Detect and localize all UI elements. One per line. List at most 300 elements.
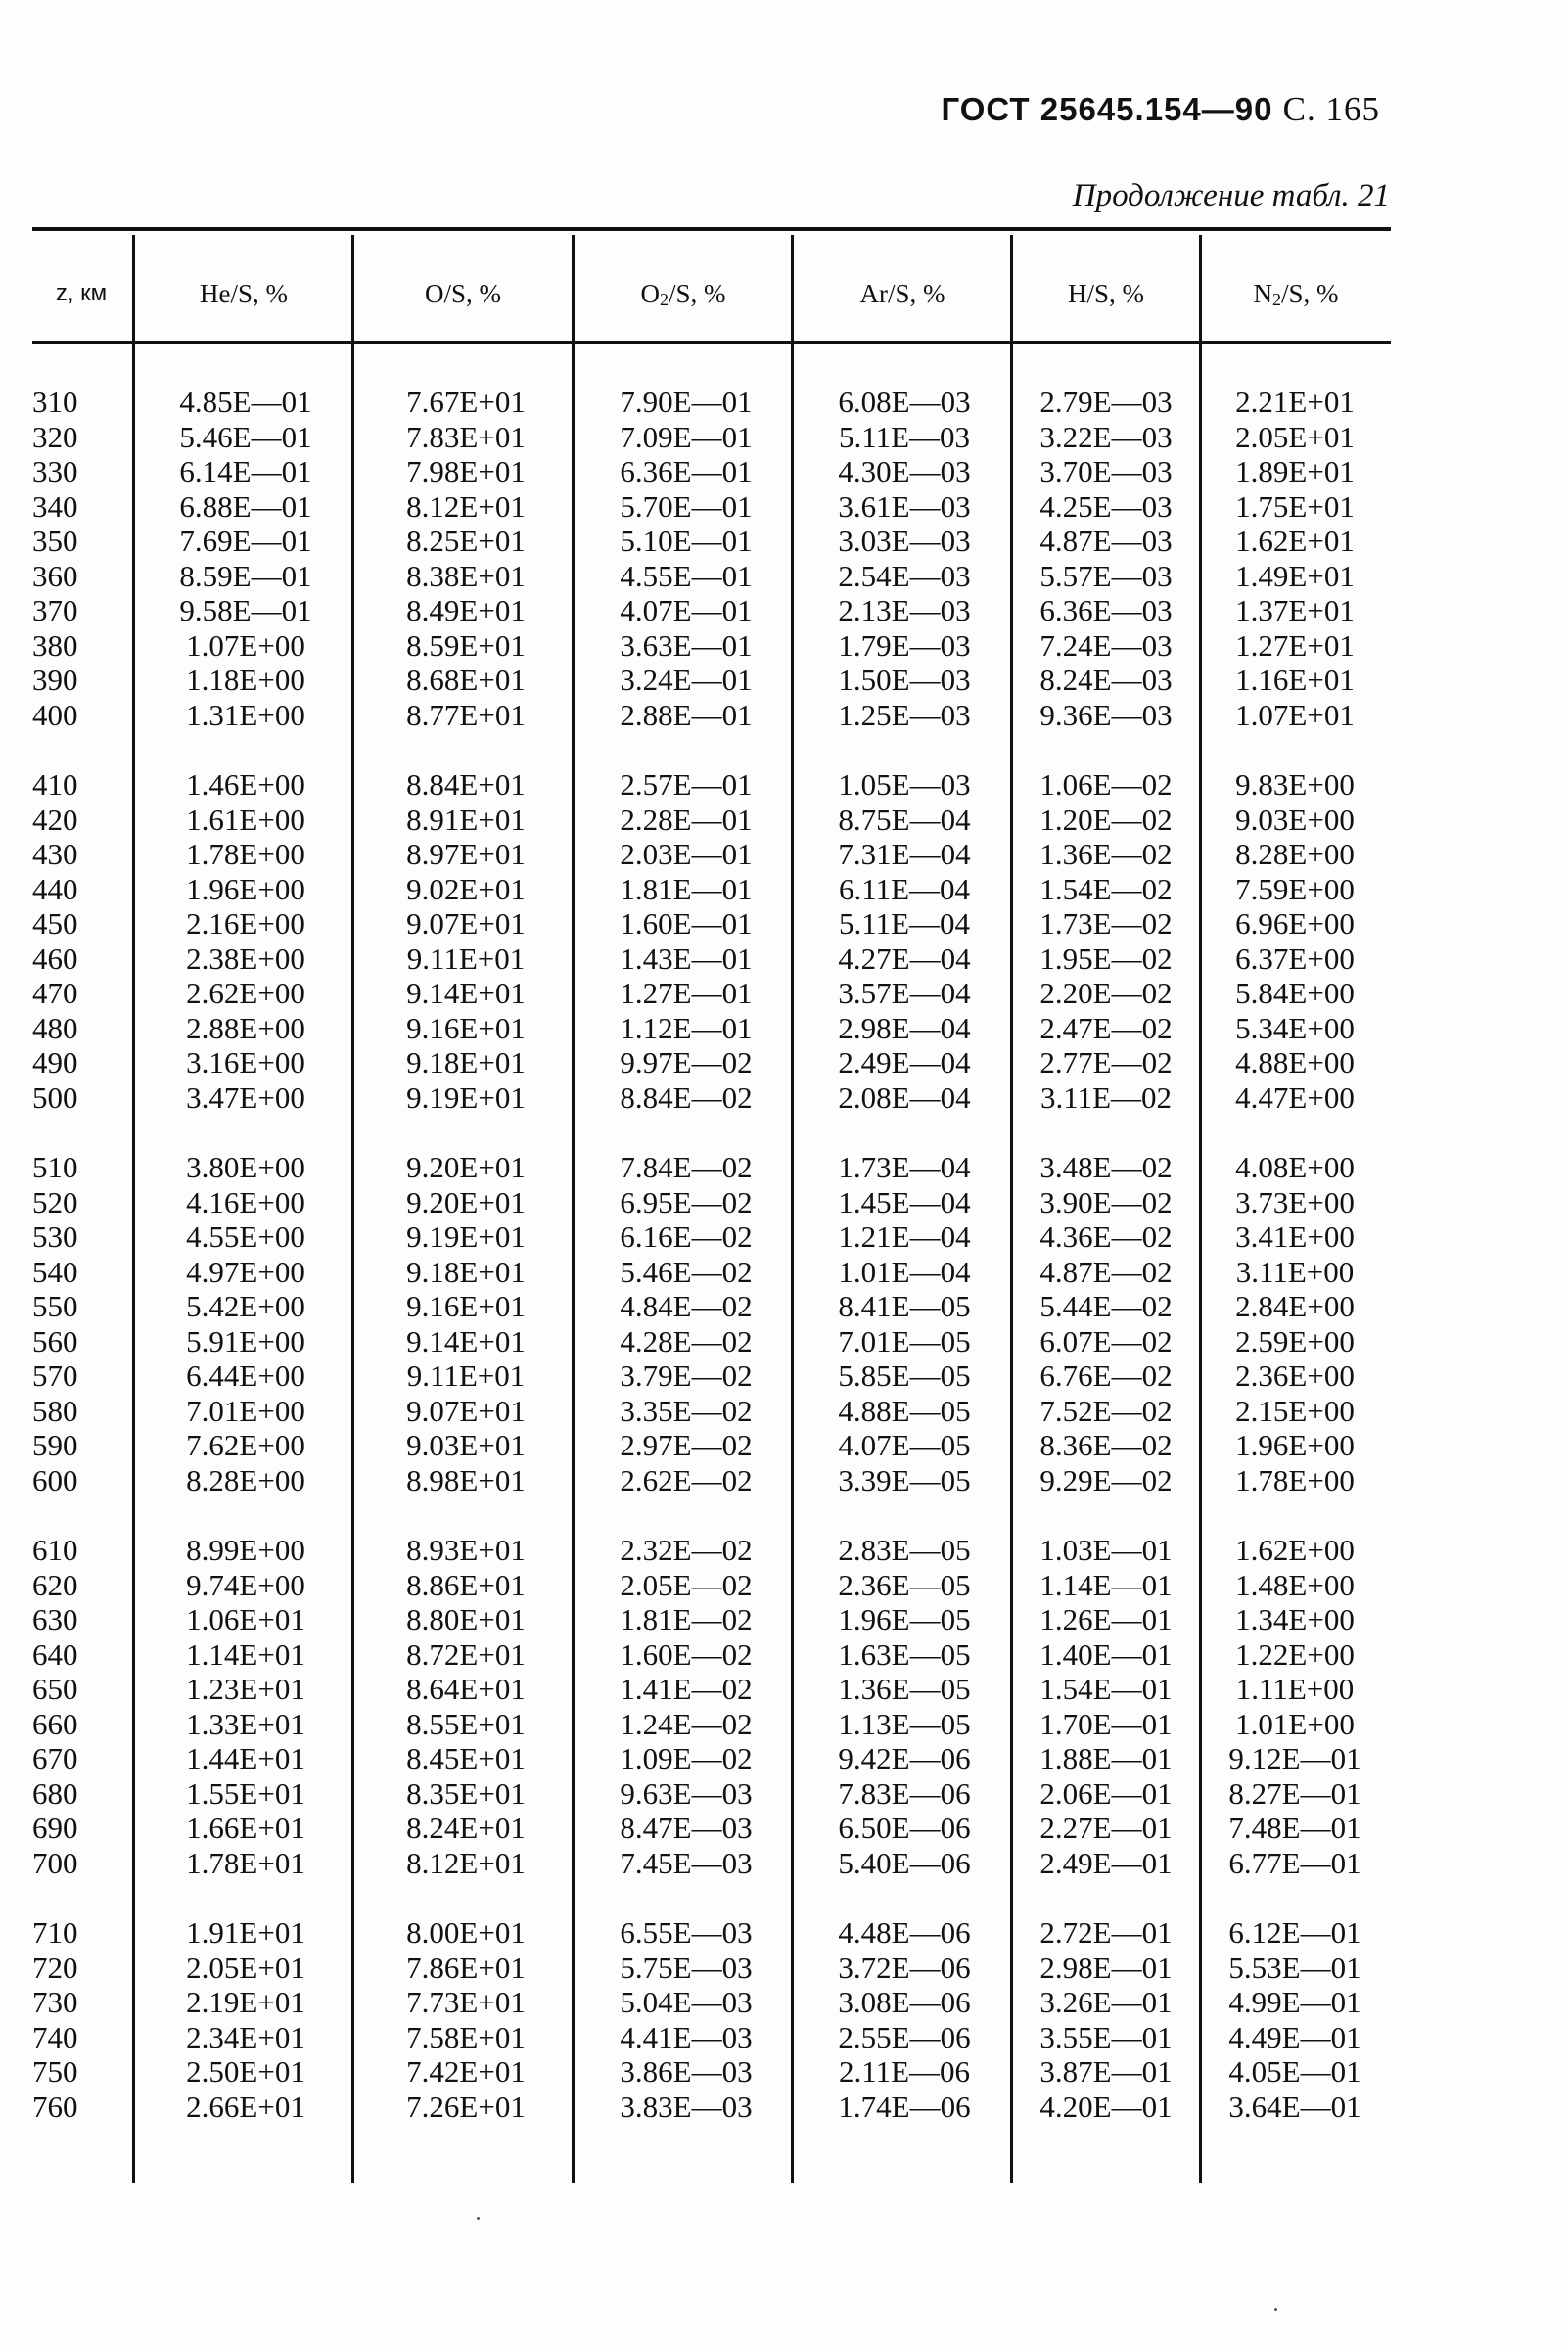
o-value-cell: 7.86E+01 [406, 1950, 526, 1985]
h-value-cell: 3.48E—02 [1039, 1150, 1173, 1184]
h-value-cell: 1.88E—01 [1039, 1741, 1173, 1775]
o-value-cell: 9.14E+01 [406, 1323, 526, 1358]
table-row [0, 1985, 1568, 2020]
ar-value-cell: 3.08E—06 [838, 1985, 971, 2019]
o2-value-cell: 1.60E—02 [620, 1636, 753, 1672]
o2-value-cell: 2.03E—01 [620, 837, 753, 871]
he-value-cell: 2.19E+01 [186, 1985, 305, 2019]
n2-value-cell: 9.12E—01 [1228, 1741, 1361, 1775]
o2-value-cell: 1.81E—01 [620, 871, 753, 906]
n2-value-cell: 1.48E+00 [1235, 1567, 1355, 1602]
table-row [0, 1568, 1568, 1603]
n2-value-cell: 2.59E+00 [1235, 1323, 1355, 1358]
altitude-cell: 450 [32, 906, 78, 941]
ar-value-cell: 2.49E—04 [838, 1045, 971, 1080]
h-value-cell: 3.22E—03 [1039, 419, 1173, 454]
altitude-cell: 350 [32, 524, 78, 558]
o2-value-cell: 8.84E—02 [620, 1080, 753, 1115]
n2-value-cell: 7.48E—01 [1228, 1811, 1361, 1845]
n2-value-cell: 3.41E+00 [1235, 1220, 1355, 1254]
n2-value-cell: 1.27E+01 [1235, 627, 1355, 663]
altitude-cell: 670 [32, 1741, 78, 1775]
h-value-cell: 2.98E—01 [1039, 1950, 1173, 1985]
o2-value-cell: 6.36E—01 [620, 454, 753, 488]
ar-value-cell: 1.13E—05 [838, 1706, 971, 1741]
table-row [0, 872, 1568, 907]
scan-speck [1274, 2308, 1277, 2311]
he-value-cell: 9.58E—01 [179, 593, 312, 627]
page-header [881, 90, 1380, 139]
altitude-cell: 520 [32, 1184, 78, 1220]
o-value-cell: 7.67E+01 [406, 385, 526, 419]
o-value-cell: 8.64E+01 [406, 1672, 526, 1706]
o-value-cell: 8.59E+01 [406, 627, 526, 663]
o2-value-cell: 6.55E—03 [620, 1915, 753, 1950]
o2-value-cell: 7.09E—01 [620, 419, 753, 454]
table-row [0, 489, 1568, 525]
n2-value-cell: 4.47E+00 [1235, 1080, 1355, 1115]
table-row [0, 1428, 1568, 1463]
h-value-cell: 1.40E—01 [1039, 1636, 1173, 1672]
o-value-cell: 9.14E+01 [406, 976, 526, 1010]
o2-value-cell: 3.83E—03 [620, 2089, 753, 2124]
o-value-cell: 8.12E+01 [406, 1845, 526, 1880]
table-row [0, 1324, 1568, 1359]
altitude-cell: 430 [32, 837, 78, 871]
h-value-cell: 2.49E—01 [1039, 1845, 1173, 1880]
altitude-cell: 510 [32, 1150, 78, 1184]
ar-value-cell: 2.36E—05 [838, 1567, 971, 1602]
altitude-cell: 740 [32, 2019, 78, 2054]
altitude-cell: 620 [32, 1567, 78, 1602]
h-value-cell: 1.54E—02 [1039, 871, 1173, 906]
o-value-cell: 9.02E+01 [406, 871, 526, 906]
h-value-cell: 1.70E—01 [1039, 1706, 1173, 1741]
table-row [0, 837, 1568, 872]
altitude-cell: 760 [32, 2089, 78, 2124]
he-value-cell: 6.88E—01 [179, 488, 312, 524]
h-value-cell: 5.57E—03 [1039, 558, 1173, 593]
he-value-cell: 7.69E—01 [179, 524, 312, 558]
table-row [0, 1394, 1568, 1429]
he-value-cell: 1.78E+01 [186, 1845, 305, 1880]
altitude-cell: 360 [32, 558, 78, 593]
n2-value-cell: 3.11E+00 [1235, 1254, 1355, 1289]
n2-value-cell: 6.96E+00 [1235, 906, 1355, 941]
o-value-cell: 8.49E+01 [406, 593, 526, 627]
altitude-cell: 410 [32, 767, 78, 802]
ar-value-cell: 1.79E—03 [838, 627, 971, 663]
o2-value-cell: 5.04E—03 [620, 1985, 753, 2019]
o2-value-cell: 2.62E—02 [620, 1462, 753, 1497]
altitude-cell: 340 [32, 488, 78, 524]
h-value-cell: 8.36E—02 [1039, 1428, 1173, 1462]
he-value-cell: 1.91E+01 [186, 1915, 305, 1950]
ar-value-cell: 1.96E—05 [838, 1602, 971, 1636]
ar-value-cell: 3.72E—06 [838, 1950, 971, 1985]
altitude-cell: 370 [32, 593, 78, 627]
he-value-cell: 4.97E+00 [186, 1254, 305, 1289]
he-value-cell: 1.66E+01 [186, 1811, 305, 1845]
o-value-cell: 8.45E+01 [406, 1741, 526, 1775]
o-value-cell: 9.11E+01 [406, 1358, 526, 1393]
table-row [0, 1741, 1568, 1776]
h-value-cell: 3.70E—03 [1039, 454, 1173, 488]
o-value-cell: 9.03E+01 [406, 1428, 526, 1462]
he-value-cell: 8.59E—01 [179, 558, 312, 593]
altitude-cell: 630 [32, 1602, 78, 1636]
altitude-cell: 320 [32, 419, 78, 454]
n2-value-cell: 3.73E+00 [1235, 1184, 1355, 1220]
header-o: O/S, % [424, 279, 501, 308]
altitude-cell: 650 [32, 1672, 78, 1706]
o-value-cell: 8.68E+01 [406, 663, 526, 697]
table-row [0, 1081, 1568, 1116]
ar-value-cell: 1.36E—05 [838, 1672, 971, 1706]
altitude-cell: 570 [32, 1358, 78, 1393]
table-row [0, 559, 1568, 594]
ar-value-cell: 3.39E—05 [838, 1462, 971, 1497]
he-value-cell: 6.44E+00 [186, 1358, 305, 1393]
o-value-cell: 8.77E+01 [406, 697, 526, 732]
header-z: z, км [55, 280, 108, 306]
altitude-cell: 730 [32, 1985, 78, 2019]
ar-value-cell: 1.05E—03 [838, 767, 971, 802]
standard-code: ГОСТ 25645.154—90 [941, 91, 1273, 127]
ar-value-cell: 6.08E—03 [838, 385, 971, 419]
h-value-cell: 4.20E—01 [1039, 2089, 1173, 2124]
he-value-cell: 1.23E+01 [186, 1672, 305, 1706]
h-value-cell: 1.73E—02 [1039, 906, 1173, 941]
altitude-cell: 600 [32, 1462, 78, 1497]
o-value-cell: 9.20E+01 [406, 1184, 526, 1220]
he-value-cell: 7.62E+00 [186, 1428, 305, 1462]
h-value-cell: 1.95E—02 [1039, 941, 1173, 976]
o-value-cell: 7.98E+01 [406, 454, 526, 488]
n2-value-cell: 1.37E+01 [1235, 593, 1355, 627]
o2-value-cell: 3.86E—03 [620, 2054, 753, 2089]
table-row [0, 906, 1568, 942]
n2-value-cell: 2.21E+01 [1235, 385, 1355, 419]
altitude-cell: 690 [32, 1811, 78, 1845]
o-value-cell: 8.72E+01 [406, 1636, 526, 1672]
he-value-cell: 1.61E+00 [186, 802, 305, 837]
scan-speck [477, 2217, 480, 2220]
o2-value-cell: 9.97E—02 [620, 1045, 753, 1080]
o-value-cell: 8.24E+01 [406, 1811, 526, 1845]
ar-value-cell: 7.01E—05 [838, 1323, 971, 1358]
h-value-cell: 7.52E—02 [1039, 1393, 1173, 1428]
n2-value-cell: 3.64E—01 [1228, 2089, 1361, 2124]
altitude-cell: 380 [32, 627, 78, 663]
altitude-cell: 530 [32, 1220, 78, 1254]
o2-value-cell: 2.28E—01 [620, 802, 753, 837]
h-value-cell: 9.29E—02 [1039, 1462, 1173, 1497]
he-value-cell: 1.44E+01 [186, 1741, 305, 1775]
page-number: С. 165 [1282, 90, 1380, 128]
h-value-cell: 2.06E—01 [1039, 1775, 1173, 1811]
altitude-cell: 440 [32, 871, 78, 906]
o2-value-cell: 1.12E—01 [620, 1010, 753, 1045]
table-row [0, 1358, 1568, 1394]
he-value-cell: 5.46E—01 [179, 419, 312, 454]
h-value-cell: 4.87E—02 [1039, 1254, 1173, 1289]
table-row [0, 1672, 1568, 1707]
ar-value-cell: 6.11E—04 [838, 871, 971, 906]
table-row [0, 1533, 1568, 1568]
o-value-cell: 7.26E+01 [406, 2089, 526, 2124]
ar-value-cell: 7.83E—06 [838, 1775, 971, 1811]
ar-value-cell: 5.40E—06 [838, 1845, 971, 1880]
h-value-cell: 3.87E—01 [1039, 2054, 1173, 2089]
he-value-cell: 1.78E+00 [186, 837, 305, 871]
he-value-cell: 3.47E+00 [186, 1080, 305, 1115]
o2-value-cell: 7.84E—02 [620, 1150, 753, 1184]
n2-value-cell: 1.16E+01 [1235, 663, 1355, 697]
ar-value-cell: 4.88E—05 [838, 1393, 971, 1428]
altitude-cell: 750 [32, 2054, 78, 2089]
o2-value-cell: 1.09E—02 [620, 1741, 753, 1775]
o2-value-cell: 3.63E—01 [620, 627, 753, 663]
n2-value-cell: 5.34E+00 [1235, 1010, 1355, 1045]
o-value-cell: 8.80E+01 [406, 1602, 526, 1636]
table-row [0, 1811, 1568, 1846]
table-row [0, 1463, 1568, 1498]
ar-value-cell: 1.45E—04 [838, 1184, 971, 1220]
ar-value-cell: 1.63E—05 [838, 1636, 971, 1672]
ar-value-cell: 1.74E—06 [838, 2089, 971, 2124]
table-row [0, 767, 1568, 803]
o-value-cell: 9.07E+01 [406, 1393, 526, 1428]
table-row [0, 1150, 1568, 1185]
he-value-cell: 2.38E+00 [186, 941, 305, 976]
altitude-cell: 680 [32, 1775, 78, 1811]
o-value-cell: 9.07E+01 [406, 906, 526, 941]
o2-value-cell: 1.27E—01 [620, 976, 753, 1010]
he-value-cell: 2.16E+00 [186, 906, 305, 941]
he-value-cell: 2.05E+01 [186, 1950, 305, 1985]
table-row [0, 1707, 1568, 1742]
h-value-cell: 1.20E—02 [1039, 802, 1173, 837]
he-value-cell: 8.99E+00 [186, 1533, 305, 1567]
altitude-cell: 500 [32, 1080, 78, 1115]
h-value-cell: 2.72E—01 [1039, 1915, 1173, 1950]
n2-value-cell: 4.88E+00 [1235, 1045, 1355, 1080]
h-value-cell: 7.24E—03 [1039, 627, 1173, 663]
altitude-cell: 540 [32, 1254, 78, 1289]
he-value-cell: 5.42E+00 [186, 1289, 305, 1323]
n2-value-cell: 4.05E—01 [1228, 2054, 1361, 2089]
altitude-cell: 590 [32, 1428, 78, 1462]
header-o2: $O_2/S$, % [640, 279, 726, 309]
o-value-cell: 9.20E+01 [406, 1150, 526, 1184]
he-value-cell: 2.88E+00 [186, 1010, 305, 1045]
he-value-cell: 4.85E—01 [179, 385, 312, 419]
o2-value-cell: 1.81E—02 [620, 1602, 753, 1636]
table-row [0, 1255, 1568, 1290]
table-row [0, 1951, 1568, 1986]
n2-value-cell: 1.96E+00 [1235, 1428, 1355, 1462]
table-row [0, 1011, 1568, 1046]
o2-value-cell: 4.84E—02 [620, 1289, 753, 1323]
table-row [0, 1220, 1568, 1255]
table-top-rule [32, 227, 1391, 231]
altitude-cell: 580 [32, 1393, 78, 1428]
n2-value-cell: 2.36E+00 [1235, 1358, 1355, 1393]
altitude-cell: 480 [32, 1010, 78, 1045]
n2-value-cell: 4.49E—01 [1228, 2019, 1361, 2054]
h-value-cell: 1.26E—01 [1039, 1602, 1173, 1636]
altitude-cell: 310 [32, 385, 78, 419]
ar-value-cell: 3.03E—03 [838, 524, 971, 558]
n2-value-cell: 6.12E—01 [1228, 1915, 1361, 1950]
o2-value-cell: 4.07E—01 [620, 593, 753, 627]
ar-value-cell: 1.21E—04 [838, 1220, 971, 1254]
o2-value-cell: 6.16E—02 [620, 1220, 753, 1254]
h-value-cell: 6.07E—02 [1039, 1323, 1173, 1358]
ar-value-cell: 4.48E—06 [838, 1915, 971, 1950]
he-value-cell: 7.01E+00 [186, 1393, 305, 1428]
ar-value-cell: 8.75E—04 [838, 802, 971, 837]
o2-value-cell: 5.75E—03 [620, 1950, 753, 1985]
n2-value-cell: 1.89E+01 [1235, 454, 1355, 488]
he-value-cell: 1.46E+00 [186, 767, 305, 802]
n2-value-cell: 9.03E+00 [1235, 802, 1355, 837]
n2-value-cell: 1.75E+01 [1235, 488, 1355, 524]
table-row [0, 1846, 1568, 1881]
o-value-cell: 8.98E+01 [406, 1462, 526, 1497]
n2-value-cell: 8.28E+00 [1235, 837, 1355, 871]
o-value-cell: 8.25E+01 [406, 524, 526, 558]
o-value-cell: 7.42E+01 [406, 2054, 526, 2089]
h-value-cell: 2.20E—02 [1039, 976, 1173, 1010]
o2-value-cell: 6.95E—02 [620, 1184, 753, 1220]
header-he: He/S, % [200, 279, 288, 308]
n2-value-cell: 2.05E+01 [1235, 419, 1355, 454]
o-value-cell: 8.97E+01 [406, 837, 526, 871]
n2-value-cell: 6.37E+00 [1235, 941, 1355, 976]
o-value-cell: 7.73E+01 [406, 1985, 526, 2019]
altitude-cell: 550 [32, 1289, 78, 1323]
o2-value-cell: 5.70E—01 [620, 488, 753, 524]
h-value-cell: 1.03E—01 [1039, 1533, 1173, 1567]
he-value-cell: 2.50E+01 [186, 2054, 305, 2089]
he-value-cell: 1.33E+01 [186, 1706, 305, 1741]
table-row [0, 2090, 1568, 2125]
he-value-cell: 5.91E+00 [186, 1323, 305, 1358]
h-value-cell: 2.79E—03 [1039, 385, 1173, 419]
table-row [0, 2020, 1568, 2055]
altitude-cell: 700 [32, 1845, 78, 1880]
ar-value-cell: 5.85E—05 [838, 1358, 971, 1393]
h-value-cell: 6.36E—03 [1039, 593, 1173, 627]
ar-value-cell: 5.11E—04 [838, 906, 971, 941]
n2-value-cell: 9.83E+00 [1235, 767, 1355, 802]
n2-value-cell: 4.08E+00 [1235, 1150, 1355, 1184]
o-value-cell: 8.86E+01 [406, 1567, 526, 1602]
h-value-cell: 2.77E—02 [1039, 1045, 1173, 1080]
o-value-cell: 9.16E+01 [406, 1010, 526, 1045]
ar-value-cell: 1.73E—04 [838, 1150, 971, 1184]
table-row [0, 1637, 1568, 1673]
n2-value-cell: 2.84E+00 [1235, 1289, 1355, 1323]
altitude-cell: 660 [32, 1706, 78, 1741]
h-value-cell: 3.26E—01 [1039, 1985, 1173, 2019]
o-value-cell: 8.38E+01 [406, 558, 526, 593]
ar-value-cell: 3.61E—03 [838, 488, 971, 524]
n2-value-cell: 1.07E+01 [1235, 697, 1355, 732]
ar-value-cell: 3.57E—04 [838, 976, 971, 1010]
o-value-cell: 8.93E+01 [406, 1533, 526, 1567]
table-row [0, 385, 1568, 420]
ar-value-cell: 8.41E—05 [838, 1289, 971, 1323]
altitude-cell: 710 [32, 1915, 78, 1950]
o-value-cell: 8.84E+01 [406, 767, 526, 802]
he-value-cell: 1.07E+00 [186, 627, 305, 663]
o-value-cell: 8.55E+01 [406, 1706, 526, 1741]
ar-value-cell: 1.25E—03 [838, 697, 971, 732]
he-value-cell: 4.16E+00 [186, 1184, 305, 1220]
o2-value-cell: 4.41E—03 [620, 2019, 753, 2054]
ar-value-cell: 2.11E—06 [838, 2054, 971, 2089]
o-value-cell: 8.91E+01 [406, 802, 526, 837]
h-value-cell: 1.14E—01 [1039, 1567, 1173, 1602]
o-value-cell: 9.19E+01 [406, 1220, 526, 1254]
h-value-cell: 1.54E—01 [1039, 1672, 1173, 1706]
n2-value-cell: 6.77E—01 [1228, 1845, 1361, 1880]
ar-value-cell: 6.50E—06 [838, 1811, 971, 1845]
o2-value-cell: 1.60E—01 [620, 906, 753, 941]
o2-value-cell: 8.47E—03 [620, 1811, 753, 1845]
he-value-cell: 4.55E+00 [186, 1220, 305, 1254]
he-value-cell: 3.16E+00 [186, 1045, 305, 1080]
table-header-rule [32, 341, 1391, 344]
altitude-cell: 470 [32, 976, 78, 1010]
o2-value-cell: 4.55E—01 [620, 558, 753, 593]
o-value-cell: 9.18E+01 [406, 1045, 526, 1080]
altitude-cell: 330 [32, 454, 78, 488]
altitude-cell: 720 [32, 1950, 78, 1985]
altitude-cell: 390 [32, 663, 78, 697]
o2-value-cell: 9.63E—03 [620, 1775, 753, 1811]
ar-value-cell: 7.31E—04 [838, 837, 971, 871]
altitude-cell: 490 [32, 1045, 78, 1080]
he-value-cell: 1.18E+00 [186, 663, 305, 697]
table-row [0, 2054, 1568, 2090]
n2-value-cell: 7.59E+00 [1235, 871, 1355, 906]
he-value-cell: 1.31E+00 [186, 697, 305, 732]
o2-value-cell: 5.10E—01 [620, 524, 753, 558]
table-row [0, 628, 1568, 664]
ar-value-cell: 1.50E—03 [838, 663, 971, 697]
h-value-cell: 5.44E—02 [1039, 1289, 1173, 1323]
he-value-cell: 2.66E+01 [186, 2089, 305, 2124]
table-row [0, 663, 1568, 698]
table-row [0, 454, 1568, 489]
ar-value-cell: 1.01E—04 [838, 1254, 971, 1289]
o-value-cell: 9.11E+01 [406, 941, 526, 976]
n2-value-cell: 1.11E+00 [1235, 1672, 1355, 1706]
o2-value-cell: 3.35E—02 [620, 1393, 753, 1428]
h-value-cell: 4.25E—03 [1039, 488, 1173, 524]
altitude-cell: 460 [32, 941, 78, 976]
ar-value-cell: 4.27E—04 [838, 941, 971, 976]
h-value-cell: 4.36E—02 [1039, 1220, 1173, 1254]
n2-value-cell: 1.62E+00 [1235, 1533, 1355, 1567]
he-value-cell: 1.06E+01 [186, 1602, 305, 1636]
o2-value-cell: 2.97E—02 [620, 1428, 753, 1462]
o-value-cell: 8.35E+01 [406, 1775, 526, 1811]
